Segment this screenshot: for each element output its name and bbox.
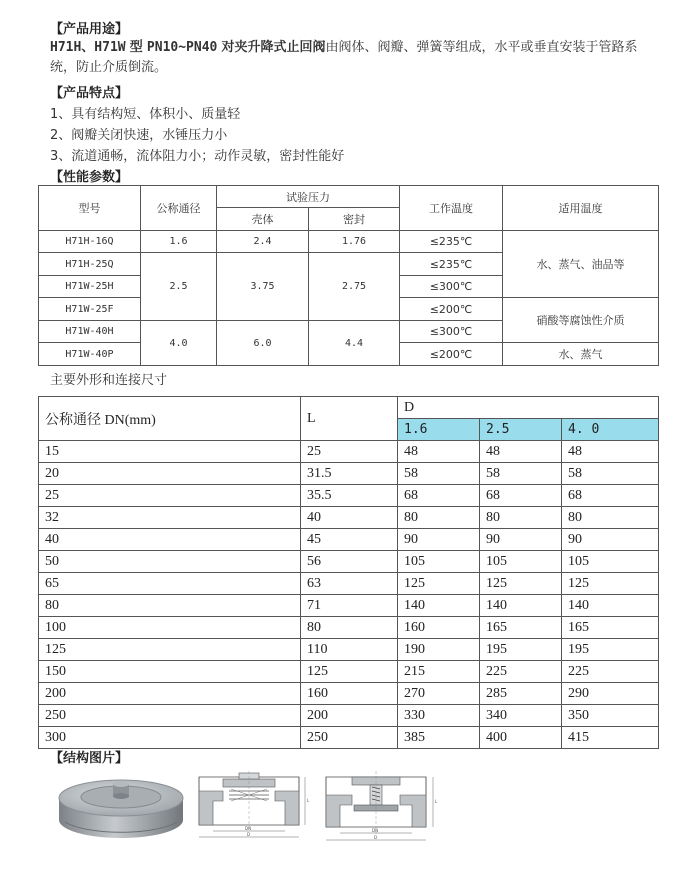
dim-header-l: L: [301, 397, 398, 441]
dim-cell-d16: 125: [398, 573, 480, 595]
drawing-label-d: D: [374, 835, 378, 840]
dim-cell-d16: 140: [398, 595, 480, 617]
perf-header-model: 型号: [39, 186, 141, 231]
dim-table-row: [39, 507, 659, 529]
perf-shell: 3.75: [217, 253, 309, 321]
perf-media: 水、蒸气: [503, 343, 659, 366]
dim-cell-d40: 415: [562, 727, 659, 749]
intro-desc: 由阀体、阀瓣、弹簧等组成，水平或垂直安装于管路系统，防止介质倒流。: [50, 40, 638, 75]
perf-header-work-temp: 工作温度: [400, 186, 503, 231]
perf-header-suitable: 适用温度: [503, 186, 659, 231]
dim-cell-l: 56: [301, 551, 398, 573]
perf-temp: ≤300℃: [400, 321, 503, 343]
section-heading-usage: 【产品用途】: [50, 22, 129, 37]
perf-shell: 6.0: [217, 321, 309, 366]
perf-header-test-pressure: 试验压力: [217, 186, 400, 208]
dim-cell-dn: 65: [39, 573, 301, 595]
dim-cell-d16: 215: [398, 661, 480, 683]
perf-temp: ≤300℃: [400, 276, 503, 298]
dim-table-row: [39, 683, 659, 705]
perf-shell: 2.4: [217, 231, 309, 253]
intro-xing: 型: [129, 40, 143, 55]
dim-cell-d16: 68: [398, 485, 480, 507]
dimension-caption: 主要外形和连接尺寸: [50, 373, 168, 388]
dim-header-dn: 公称通径 DN(mm): [39, 397, 301, 441]
perf-model: H71W-40P: [39, 343, 141, 366]
intro-models: H71H、H71W: [50, 40, 126, 55]
dim-cell-d40: 195: [562, 639, 659, 661]
drawing-label-l: L: [307, 798, 310, 803]
dim-cell-d40: 140: [562, 595, 659, 617]
perf-temp: ≤235℃: [400, 253, 503, 276]
drawing-label-d: D: [247, 832, 251, 837]
perf-model: H71H-16Q: [39, 231, 141, 253]
drawing-label-dn: DN: [372, 828, 379, 833]
dim-table-row: [39, 529, 659, 551]
feature-item-1: 1、具有结构短、体积小、质量轻: [50, 107, 241, 122]
dim-cell-d25: 285: [480, 683, 562, 705]
dim-cell-l: 35.5: [301, 485, 398, 507]
section-heading-performance: 【性能参数】: [50, 170, 129, 185]
performance-table: [38, 185, 659, 366]
dim-table-row: [39, 551, 659, 573]
dim-cell-d16: 80: [398, 507, 480, 529]
perf-dn: 1.6: [141, 231, 217, 253]
dim-cell-d16: 90: [398, 529, 480, 551]
drawing-label-dn: DN: [245, 826, 252, 831]
dim-table-row: [39, 485, 659, 507]
dim-cell-d16: 385: [398, 727, 480, 749]
dim-cell-l: 110: [301, 639, 398, 661]
dim-cell-d16: 105: [398, 551, 480, 573]
dim-cell-l: 63: [301, 573, 398, 595]
dim-cell-d25: 195: [480, 639, 562, 661]
perf-dn: 4.0: [141, 321, 217, 366]
dim-cell-d40: 125: [562, 573, 659, 595]
dim-cell-d40: 48: [562, 441, 659, 463]
dim-table-row: [39, 705, 659, 727]
dim-cell-dn: 200: [39, 683, 301, 705]
perf-header-dn: 公称通径: [141, 186, 217, 231]
dim-header-pn: 1.6: [398, 419, 480, 441]
perf-dn: 2.5: [141, 253, 217, 321]
dim-cell-d16: 58: [398, 463, 480, 485]
dim-cell-d40: 90: [562, 529, 659, 551]
perf-header-seal: 密封: [309, 208, 400, 231]
drawing-label-l: L: [435, 799, 438, 804]
dim-cell-l: 71: [301, 595, 398, 617]
perf-seal: 1.76: [309, 231, 400, 253]
dimension-table: [38, 396, 659, 749]
dim-cell-l: 45: [301, 529, 398, 551]
perf-model: H71W-25F: [39, 298, 141, 321]
section-heading-structure: 【结构图片】: [50, 751, 129, 766]
dim-cell-d25: 400: [480, 727, 562, 749]
intro-paragraph: [50, 38, 660, 78]
dim-header-pn: 4. 0: [562, 419, 659, 441]
perf-model: H71H-25Q: [39, 253, 141, 276]
dim-cell-dn: 20: [39, 463, 301, 485]
dim-cell-d25: 58: [480, 463, 562, 485]
perf-media: 水、蒸气、油品等: [503, 231, 659, 298]
dim-table-row: [39, 463, 659, 485]
dim-cell-l: 40: [301, 507, 398, 529]
dim-cell-d25: 105: [480, 551, 562, 573]
dim-cell-d16: 190: [398, 639, 480, 661]
dim-cell-l: 200: [301, 705, 398, 727]
dim-table-row: [39, 595, 659, 617]
dim-cell-d40: 68: [562, 485, 659, 507]
dim-table-row: [39, 441, 659, 463]
dim-cell-dn: 100: [39, 617, 301, 639]
dim-cell-d40: 350: [562, 705, 659, 727]
dim-cell-d40: 58: [562, 463, 659, 485]
perf-model: H71W-40H: [39, 321, 141, 343]
perf-seal: 4.4: [309, 321, 400, 366]
dim-cell-d25: 340: [480, 705, 562, 727]
section-drawing-1: [193, 771, 313, 843]
dim-cell-d16: 270: [398, 683, 480, 705]
dim-cell-d40: 165: [562, 617, 659, 639]
dim-cell-d25: 165: [480, 617, 562, 639]
dim-table-row: [39, 727, 659, 749]
dim-cell-l: 160: [301, 683, 398, 705]
dim-table-row: [39, 639, 659, 661]
dim-cell-dn: 15: [39, 441, 301, 463]
dim-cell-d25: 140: [480, 595, 562, 617]
dim-cell-d25: 225: [480, 661, 562, 683]
intro-pressure: PN10~PN40: [146, 40, 218, 55]
dim-cell-dn: 80: [39, 595, 301, 617]
dim-cell-d16: 48: [398, 441, 480, 463]
dim-cell-l: 125: [301, 661, 398, 683]
dim-cell-d25: 48: [480, 441, 562, 463]
dim-cell-d25: 68: [480, 485, 562, 507]
feature-item-2: 2、阀瓣关闭快速，水锤压力小: [50, 128, 228, 143]
dim-cell-d40: 290: [562, 683, 659, 705]
dim-cell-l: 25: [301, 441, 398, 463]
perf-header-shell: 壳体: [217, 208, 309, 231]
dim-cell-dn: 125: [39, 639, 301, 661]
dim-cell-dn: 25: [39, 485, 301, 507]
dim-cell-d25: 125: [480, 573, 562, 595]
dim-table-row: [39, 661, 659, 683]
section-heading-features: 【产品特点】: [50, 86, 129, 101]
perf-temp: ≤200℃: [400, 298, 503, 321]
perf-seal: 2.75: [309, 253, 400, 321]
feature-item-3: 3、流道通畅，流体阻力小；动作灵敏，密封性能好: [50, 149, 345, 164]
dim-cell-dn: 32: [39, 507, 301, 529]
valve-photo: [55, 770, 187, 848]
dim-cell-d40: 80: [562, 507, 659, 529]
dim-table-row: [39, 617, 659, 639]
perf-temp: ≤200℃: [400, 343, 503, 366]
dim-cell-d16: 330: [398, 705, 480, 727]
dim-cell-dn: 50: [39, 551, 301, 573]
perf-media: 硝酸等腐蚀性介质: [503, 298, 659, 343]
intro-product-name: 对夹升降式止回阀: [221, 40, 326, 55]
dim-cell-d40: 105: [562, 551, 659, 573]
section-drawing-2: [318, 771, 443, 846]
dim-header-pn: 2.5: [480, 419, 562, 441]
dim-cell-l: 31.5: [301, 463, 398, 485]
dim-cell-l: 250: [301, 727, 398, 749]
dim-cell-dn: 150: [39, 661, 301, 683]
dim-table-row: [39, 573, 659, 595]
dim-cell-dn: 300: [39, 727, 301, 749]
dim-cell-d25: 90: [480, 529, 562, 551]
dim-cell-d40: 225: [562, 661, 659, 683]
dim-cell-dn: 250: [39, 705, 301, 727]
dim-cell-l: 80: [301, 617, 398, 639]
perf-temp: ≤235℃: [400, 231, 503, 253]
dim-cell-d16: 160: [398, 617, 480, 639]
dim-cell-d25: 80: [480, 507, 562, 529]
dim-header-d: D: [398, 397, 659, 419]
dim-cell-dn: 40: [39, 529, 301, 551]
perf-model: H71W-25H: [39, 276, 141, 298]
